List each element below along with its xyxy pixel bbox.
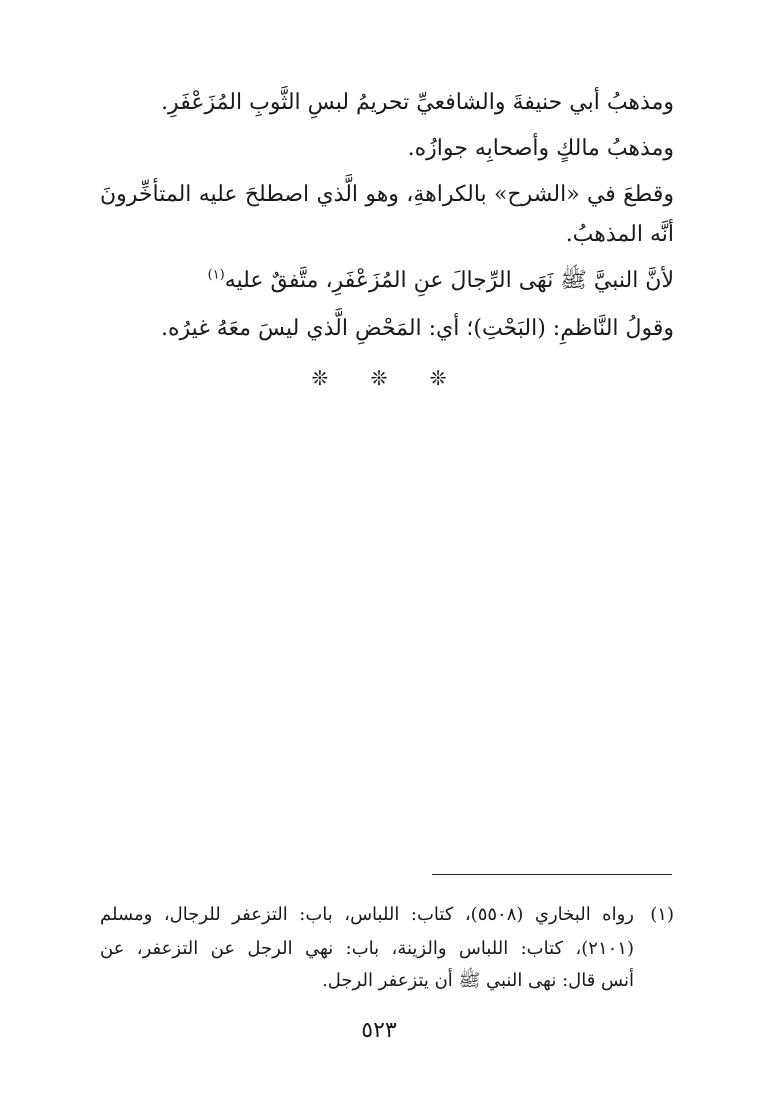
footnote-reference[interactable]: (١)	[207, 267, 225, 283]
footnote-line-1: رواه البخاري (٥٥٠٨)، كتاب: اللباس، باب: التزعفر للرجال، ومسلم	[100, 904, 634, 925]
separator-ornament-icon: ❊	[370, 366, 388, 390]
separator-ornament-icon: ❊	[311, 366, 329, 390]
footnote-line-3: أنس قال: نهى النبي ﷺ أن يتزعفر الرجل.	[322, 970, 634, 991]
body-line-3: وقطعَ في «الشرح» بالكراهةِ، وهو الَّذي اصطلحَ عليه المتأخِّرونَ	[100, 182, 674, 207]
body-line-5	[208, 266, 674, 296]
page-number: ٥٢٣	[361, 1018, 397, 1043]
section-separator	[0, 366, 758, 390]
body-line-4: أنَّه المذهبُ.	[565, 222, 674, 247]
footnote-rule	[432, 874, 672, 875]
body-line-5-text: لأنَّ النبيَّ ﷺ نَهَى الرِّجالَ عنِ المُزَعْفَرِ، متَّفقٌ عليه	[224, 268, 674, 293]
footnote-line-2: (٢١٠١)، كتاب: اللباس والزينة، باب: نهي الرجل عن التزعفر، عن	[100, 938, 634, 959]
body-line-2: ومذهبُ مالكٍ وأصحابِه جوازُه.	[407, 136, 674, 161]
separator-ornament-icon: ❊	[429, 366, 447, 390]
footnote-number: (١)	[650, 904, 674, 925]
body-line-6: وقولُ النَّاظمِ: (البَحْتِ)؛ أي: المَحْضِ الَّذي ليسَ معَهُ غيرُه.	[161, 316, 674, 341]
body-line-1: ومذهبُ أبي حنيفةَ والشافعيِّ تحريمُ لبسِ الثَّوبِ المُزَعْفَرِ.	[161, 90, 674, 115]
